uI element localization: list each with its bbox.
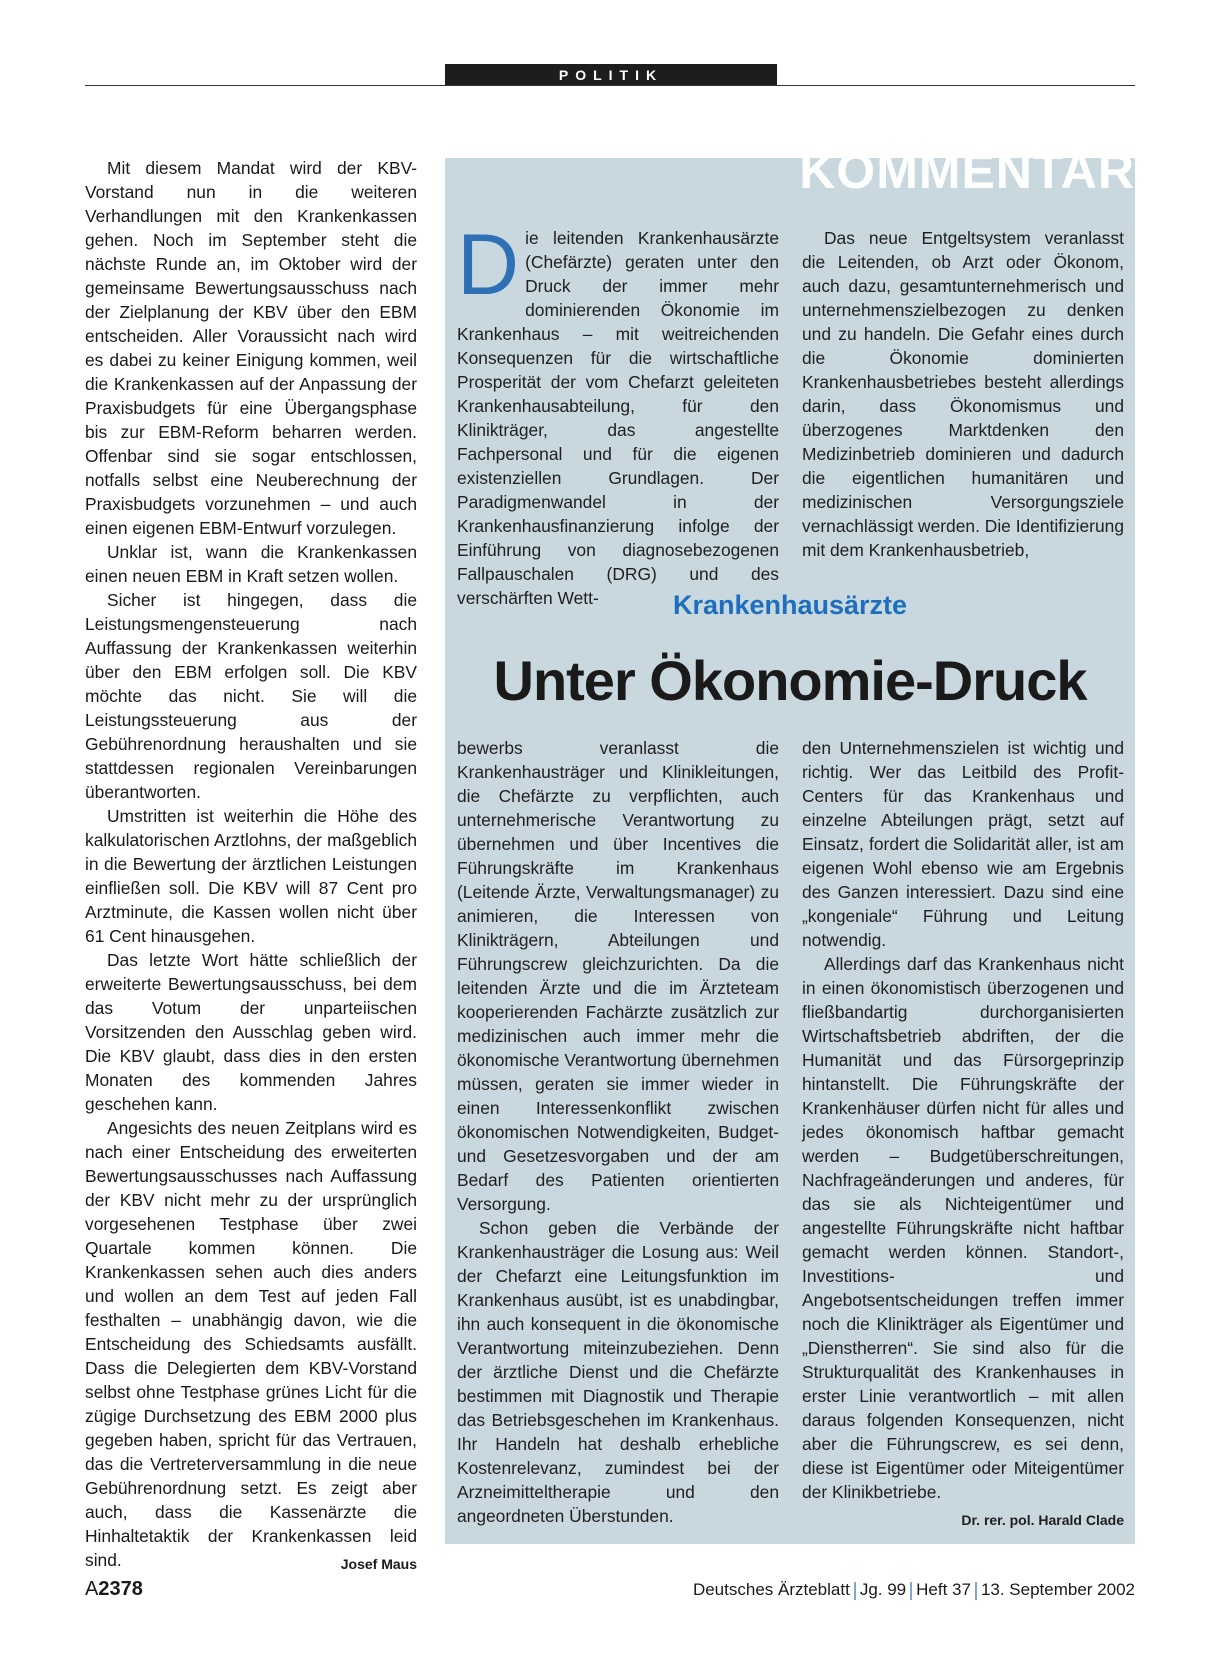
commentary-column-1 <box>457 217 779 610</box>
paragraph: Sicher ist hingegen, dass die Leistungsmengensteuerung nach Auffassung der Krankenkassen weiterhin über den EBM erfolgen soll. Die KBV möchte das nicht. Sie will die Leistungssteuerung aus der Gebührenordnung heraushalten und sie stattdessen regionalen Vereinbarungen überantworten. <box>85 590 417 802</box>
separator <box>910 1582 912 1600</box>
paragraph-text: ie leitenden Krankenhausärzte (Chefärzte) geraten unter den Druck der immer mehr dominierenden Ökonomie im Krankenhaus – mit weitreichenden Konsequenzen für die wirtschaftliche Prosperität der vom Chefarzt geleiteten Krankenhausabteilung, für den Klinikträger, das angestellte Fachpersonal und für die eigenen existenziellen Grundlagen. Der Paradigmenwandel in der Krankenhausfinanzierung infolge der Einführung von diagnosebezogenen Fallpauschalen (DRG) und des verschärften Wett- <box>457 228 779 608</box>
left-article-column <box>85 156 417 1576</box>
author-byline: Dr. rer. pol. Harald Clade <box>961 1512 1124 1528</box>
header-rule <box>85 85 1135 86</box>
paragraph: bewerbs veranlasst die Krankenhausträger und Klinikleitungen, die Chefärzte zu verpflichten, auch unternehmerische Verantwortung zu übernehmen und über Incentives die Führungskräfte im Krankenhaus (Leitende Ärzte, Verwaltungsmanager) zu animieren, die Interessen von Klinikträgern, Abteilungen und Führungscrew gleichzurichten. Da die leitenden Ärzte und die im Ärzteteam kooperierenden Fachärzte zusätzlich zur medizinischen auch immer mehr die ökonomische Verantwortung übernehmen müssen, geraten sie immer wieder in einen Interessenkonflikt zwischen ökonomischen Notwendigkeiten, Budget- und Gesetzesvorgaben und der am Bedarf des Patienten orientierten Versorgung. <box>457 738 779 1214</box>
journal-name: Deutsches Ärzteblatt <box>692 1580 850 1599</box>
page-number-value: 2378 <box>98 1578 143 1600</box>
issue-date: 13. September 2002 <box>980 1580 1135 1599</box>
separator <box>975 1582 977 1600</box>
paragraph: Das neue Entgeltsystem veranlasst die Leitenden, ob Arzt oder Ökonom, auch dazu, gesamtunternehmerisch und unternehmenszielbezogen zu denken und zu handeln. Die Gefahr eines durch die Ökonomie dominierten Krankenhausbetriebes besteht allerdings darin, dass Ökonomismus und überzogenes Marktdenken den Medizinbetrieb dominieren und dadurch die eigentlichen humanitären und medizinischen Versorgungsziele vernachlässigt werden. Die Identifizierung mit dem Krankenhausbetrieb, <box>802 228 1124 560</box>
paragraph: den Unternehmenszielen ist wichtig und richtig. Wer das Leitbild des Profit-Centers für das Krankenhaus und einzelne Abteilungen prägt, setzt auf Einsatz, fordert die Solidarität aller, ist am eigenen Wohl ebenso wie am Ergebnis des Ganzen interessiert. Dazu sind eine „kongeniale“ Führung und Leitung notwendig. <box>802 738 1124 950</box>
page-number <box>85 1578 143 1601</box>
paragraph: Mit diesem Mandat wird der KBV-Vorstand nun in die weiteren Verhandlungen mit den Krankenkassen gehen. Noch im September steht die nächste Runde an, im Oktober wird der gemeinsame Bewertungsausschuss nach der Zielplanung der KBV über den EBM entscheiden. Aller Voraussicht nach wird es dabei zu keiner Einigung kommen, weil die Krankenkassen auf der Anpassung der Praxisbudgets für eine Übergangsphase bis zur EBM-Reform beharren werden. Offenbar sind sie sogar entschlossen, notfalls selbst eine Neuberechnung der Praxisbudgets vorzunehmen – und auch einen eigenen EBM-Entwurf vorzulegen. <box>85 158 417 538</box>
volume: Jg. 99 <box>859 1580 907 1599</box>
paragraph-text: Allerdings darf das Krankenhaus nicht in einen ökonomistisch überzogenen und fließbandartig durchorganisierten Wirtschaftsbetrieb abdriften, der die Humanität und das Fürsorgeprinzip hintanstellt. Die Führungskräfte der Krankenhäuser dürfen nicht für alles und jedes ökonomisch haftbar gemacht werden – Budgetüberschreitungen, Nachfrageänderungen und anderes, für das sie als Nichteigentümer und angestellte Führungskräfte nicht haftbar gemacht werden können. Standort-, Investitions- und Angebotsentscheidungen treffen immer noch die Klinikträger als Eigentümer und „Dienstherren“. Sie sind also für die Strukturqualität des Krankenhauses in erster Linie verantwortlich – mit allen daraus folgenden Konsequenzen, nicht aber die Führungscrew, es sei denn, diese ist Eigentümer oder Miteigentümer der Klinikbetriebe. <box>802 954 1124 1502</box>
commentary-label: KOMMENTAR <box>799 143 1135 199</box>
issue: Heft 37 <box>916 1580 971 1599</box>
commentary-column-4 <box>802 736 1124 1532</box>
paragraph: Schon geben die Verbände der Krankenhausträger die Losung aus: Weil der Chefarzt eine Leitungsfunktion im Krankenhaus ausübt, ist es unabdingbar, ihn auch konsequent in die ökonomische Verantwortung miteinzubeziehen. Denn der ärztliche Dienst und die Chefärzte bestimmen mit Diagnostik und Therapie das Betriebsgeschehen im Krankenhaus. Ihr Handeln hat deshalb erhebliche Kostenrelevanz, zumindest bei der Arzneimitteltherapie und den angeordneten Überstunden. <box>457 1218 779 1526</box>
commentary-box <box>445 143 1135 1544</box>
page-prefix: A <box>85 1578 99 1600</box>
commentary-column-2 <box>802 226 1124 562</box>
section-label: POLITIK <box>445 64 777 86</box>
drop-cap: D <box>457 217 520 313</box>
commentary-column-3 <box>457 736 779 1528</box>
paragraph-text: Angesichts des neuen Zeitplans wird es nach einer Entscheidung des erweiterten Bewertungsausschusses nach Auffassung der KBV nicht mehr zu der ursprünglich vorgesehenen Testphase über zwei Quartale kommen können. Die Krankenkassen sehen auch dies anders und wollen an dem Test auf jeden Fall festhalten – unabhängig davon, wie die Entscheidung des Schiedsamts ausfällt. Dass die Delegierten dem KBV-Vorstand selbst ohne Testphase grünes Licht für die zügige Durchsetzung des EBM 2000 plus gegeben haben, spricht für das Vertrauen, das die Vertreterversammlung in die neue Gebührenordnung setzt. Es zeigt aber auch, dass die Kassenärzte die Hinhaltetaktik der Krankenkassen leid sind. <box>85 1118 417 1570</box>
paragraph <box>457 217 779 610</box>
separator <box>854 1582 856 1600</box>
paragraph: Umstritten ist weiterhin die Höhe des kalkulatorischen Arztlohns, der maßgeblich in die Bewertung der ärztlichen Leistungen einfließen soll. Die KBV will 87 Cent pro Arztminute, die Kassen wollen nicht über 61 Cent hinausgehen. <box>85 806 417 946</box>
commentary-kicker: Krankenhausärzte <box>672 590 908 620</box>
paragraph: Das letzte Wort hätte schließlich der erweiterte Bewertungsausschuss, bei dem das Votum der unparteiischen Vorsitzenden den Ausschlag geben wird. Die KBV glaubt, dass dies in den ersten Monaten des kommenden Jahres geschehen kann. <box>85 950 417 1114</box>
paragraph <box>802 952 1124 1528</box>
commentary-headline: Unter Ökonomie-Druck <box>493 649 1087 712</box>
paragraph: Unklar ist, wann die Krankenkassen einen neuen EBM in Kraft setzen wollen. <box>85 542 417 586</box>
paragraph <box>85 1116 417 1572</box>
author-byline: Josef Maus <box>340 1556 417 1572</box>
journal-footer <box>693 1580 1135 1600</box>
